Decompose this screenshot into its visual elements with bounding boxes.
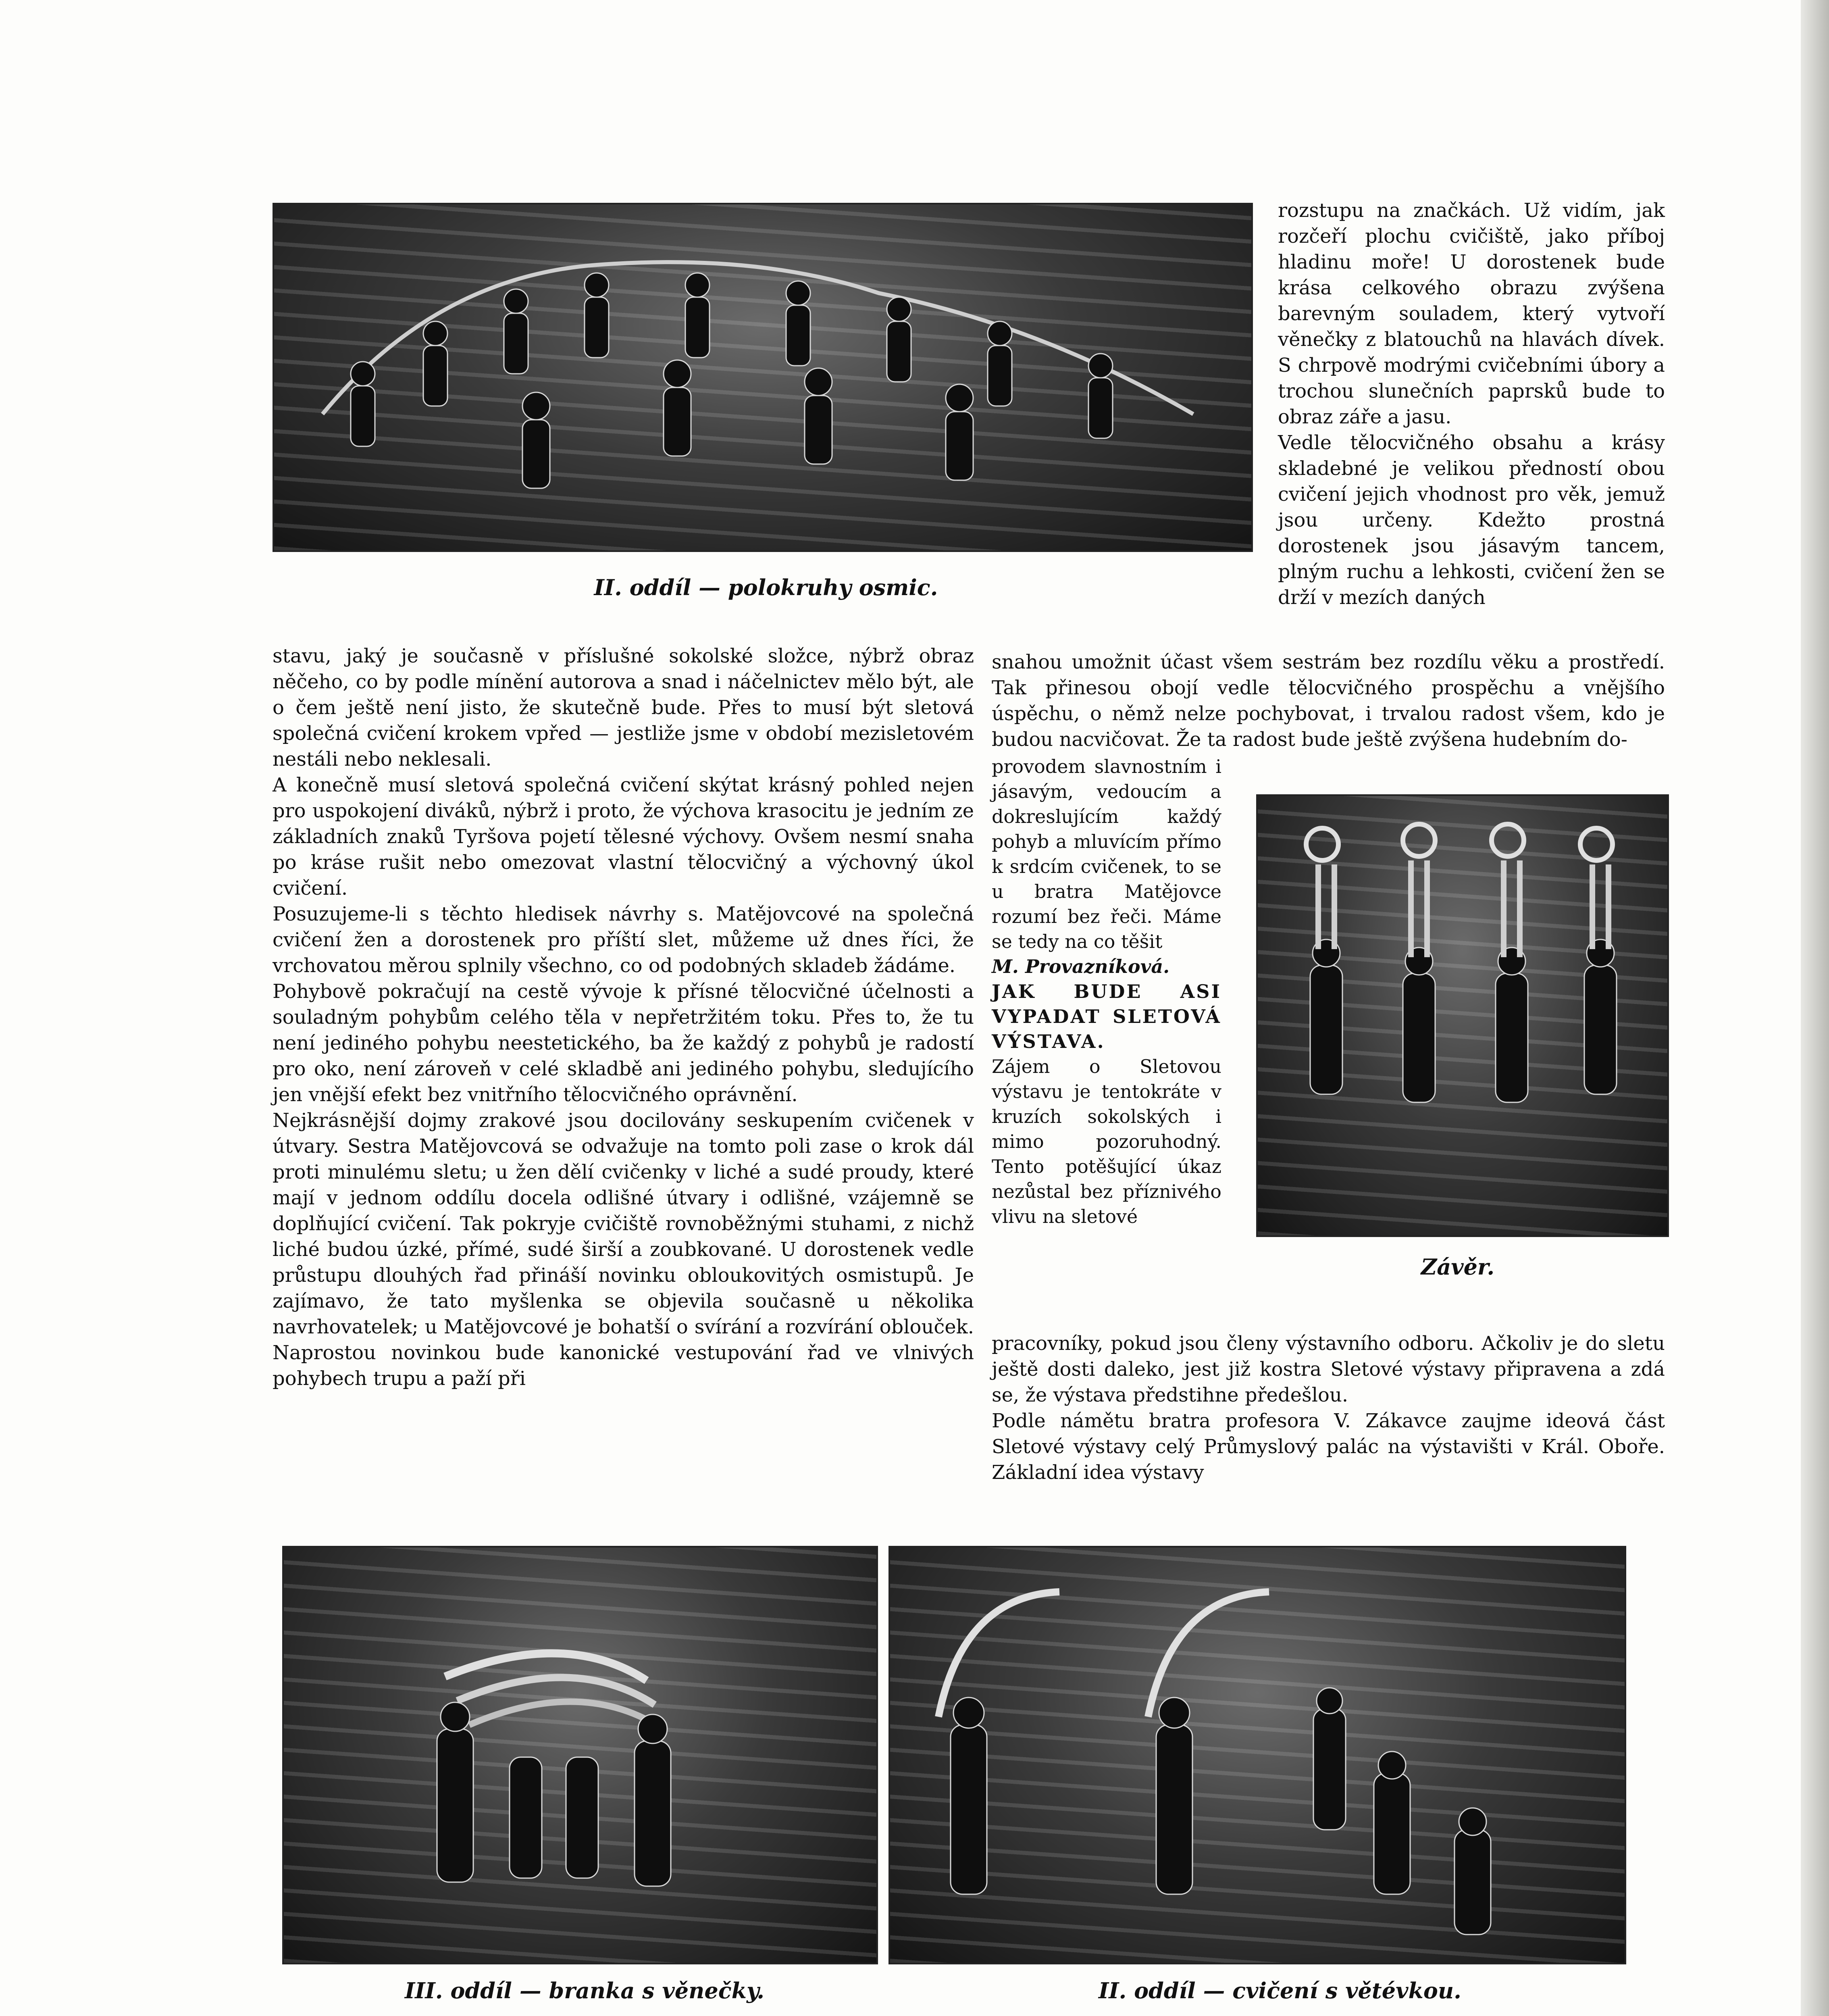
paragraph: Vedle tělocvičného obsahu a krásy skladebné je velikou předností obou cvičení jejich vhodnost pro věk, jemuž jsou určeny. Kdežto prostná dorostenek jsou jásavým tancem, plným ruchu a lehkosti, cvičení žen se drží v mezích daných	[1278, 431, 1665, 609]
paragraph: Podle námětu bratra profesora V. Zákavce zaujme ideová část Sletové výstavy celý Průmyslový palác na výstavišti v Král. Oboře. Základní idea výstavy	[992, 1410, 1665, 1484]
paragraph: A konečně musí sletová společná cvičení skýtat krásný pohled nejen pro uspokojení diváků, nýbrž i proto, že výchova krasocitu je jedním ze základních znaků Tyršova pojetí tělesné výchovy. Ovšem nesmí snaha po kráse rušit nebo omezovat vlastní tělocvičný a výchovný úkol cvičení.	[273, 774, 974, 900]
paragraph: Pohybově pokračují na cestě vývoje k přísné tělocvičné účelnosti a souladným pohybům celého těla v nepřetržitém toku. Přes to, že tu není jediného pohybu neestetického, ba že každý z pohybů je radostí pro oko, není zároveň v celé skladbě ani jediného pohybu, sledujícího jen vnější efekt bez vnitřního tělocvičného oprávnění.	[273, 980, 974, 1106]
photo-finale	[1256, 794, 1669, 1237]
paragraph: Zájem o Sletovou výstavu je tentokráte v kruzích sokolských i mimo pozoruhodný. Tento potěšující úkaz nezůstal bez příznivého vlivu na sletové	[992, 1056, 1221, 1227]
page-edge	[1801, 0, 1829, 2016]
text-narrow-column	[992, 754, 1221, 1229]
caption-wreath-gate: III. oddíl — branka s věnečky.	[404, 1978, 765, 2004]
author-byline: M. Provazníková.	[992, 956, 1170, 977]
photo-branch-exercise-figures	[890, 1547, 1625, 1963]
text-right-top	[1278, 198, 1665, 610]
photo-wreath-gate	[282, 1546, 878, 1964]
paragraph: stavu, jaký je současně v příslušné sokolské složce, nýbrž obraz něčeho, co by podle mínění autorova a snad i náčelnictev mělo být, ale o čem ještě není jisto, že skutečně bude. Přes to musí být sletová společná cvičení krokem vpřed — jestliže jsme v období mezisletovém nestáli nebo neklesali.	[273, 645, 974, 771]
photo-wreath-gate-figures	[284, 1547, 876, 1963]
paragraph: pracovníky, pokud jsou členy výstavního odboru. Ačkoliv je do sletu ještě dosti daleko, jest již kostra Sletové výstavy připravena a zdá se, že výstava předstihne předešlou.	[992, 1332, 1665, 1406]
caption-top-photo: II. oddíl — polokruhy osmic.	[594, 575, 938, 600]
photo-branch-exercise	[888, 1546, 1626, 1964]
photo-finale-figures	[1258, 796, 1667, 1235]
photo-semicircles-figures	[274, 204, 1251, 550]
text-mid-wide	[992, 649, 1665, 752]
paragraph: Posuzujeme-li s těchto hledisek návrhy s. Matějovcové na společná cvičení žen a dorostenek pro příští slet, můžeme už dnes říci, že vrchovatou měrou splnily všechno, co od podobných skladeb žádáme.	[273, 903, 974, 977]
paragraph: provodem slavnostním i jásavým, vedoucím a dokreslujícím každý pohyb a mluvícím přímo k srdcím cvičenek, to se u bratra Matějovce rozumí bez řeči. Máme se tedy na co těšit	[992, 756, 1221, 952]
paragraph: rozstupu na značkách. Už vidím, jak rozčeří plochu cvičiště, jako příboj hladinu moře! U dorostenek bude krása celkového obrazu zvýšena barevným souladem, který vytvoří věnečky z blatouchů na hlavách dívek. S chrpově modrými cvičebními úbory a trochou slunečních paprsků bude to obraz záře a jasu.	[1278, 199, 1665, 428]
photo-semicircles	[273, 203, 1253, 552]
paragraph: snahou umožnit účast všem sestrám bez rozdílu věku a prostředí. Tak přinesou obojí vedle tělocvičného prospěchu a vnějšího úspěchu, o němž nelze pochybovat, i trvalou radost všem, kdo je budou nacvičovat. Že ta radost bude ještě zvýšena hudebním do-	[992, 651, 1665, 751]
caption-finale: Závěr.	[1421, 1254, 1495, 1280]
text-right-bottom	[992, 1331, 1665, 1485]
paragraph: Nejkrásnější dojmy zrakové jsou docilovány seskupením cvičenek v útvary. Sestra Matějovcová se odvažuje na tomto poli zase o krok dál proti minulému sletu; u žen dělí cvičenky v liché a sudé proudy, které mají v jednom oddílu docela odlišné útvary i odlišné, vzájemně se doplňující cvičení. Tak pokryje cvičiště rovnoběžnými stuhami, z nichž liché budou úzké, přímé, sudé širší a zoubkované. U dorostenek vedle průstupu dlouhých řad přináší novinku obloukovitých osmistupů. Je zajímavo, že tato myšlenka se objevila současně u několika navrhovatelek; u Matějovcové je bohatší o svírání a rozvírání oblouček. Naprostou novinkou bude kanonické vestupování řad ve vlnivých pohybech trupu a paží při	[273, 1109, 974, 1390]
caption-branch-exercise: II. oddíl — cvičení s větévkou.	[1099, 1978, 1461, 2004]
text-left-column	[273, 643, 974, 1391]
article-heading: JAK BUDE ASI VYPADAT SLETOVÁ VÝSTAVA.	[992, 981, 1221, 1052]
